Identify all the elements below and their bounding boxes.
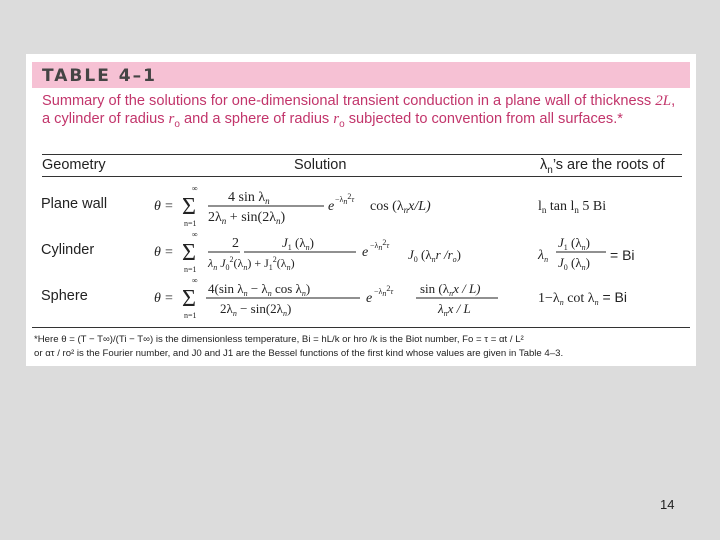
caption-part-1: Summary of the solutions for one-dimensional transient conduction in a plane wall of thickness bbox=[42, 93, 656, 109]
sph-nlow: n=1 bbox=[184, 311, 197, 319]
sph-equals: = bbox=[165, 291, 173, 306]
sph-numerator: 4(sin $\lambda_n - \lambda_n$ $\cos \lambda_n$) bbox=[208, 281, 311, 298]
plane-exponent: −λn2τ bbox=[335, 192, 355, 206]
sph-tail-numerator: $\sin (\lambda_nx / L)$ bbox=[420, 281, 481, 298]
caption-radius-cylinder: r bbox=[168, 111, 175, 127]
footnote-line-2: or ατ / ro² is the Fourier number, and J0 and J1 are the Bessel functions of the first kind whose values are given in Table 4–3. bbox=[34, 348, 564, 359]
header-roots-sub: n bbox=[547, 164, 553, 176]
plane-denominator: $2\lambda_n + \sin(2\lambda_n)$ bbox=[208, 210, 286, 226]
plane-sum: Σ bbox=[182, 194, 196, 220]
solutions-equations bbox=[148, 179, 688, 319]
cyl-denominator: $\lambda_n$ $J_0^2(\lambda_n) + J_1^2(\lambda_n)$ bbox=[208, 255, 295, 272]
sph-sum: Σ bbox=[182, 286, 196, 312]
plane-theta: θ bbox=[154, 199, 161, 214]
plane-numerator: 4 $\sin \lambda_n$ bbox=[228, 190, 270, 206]
cyl-numerator-j1: $J_1$ $(\lambda_n)$ bbox=[282, 235, 315, 252]
table-title: TABLE 4–1 bbox=[42, 66, 157, 86]
cylinder-equation bbox=[154, 230, 635, 274]
sph-exp-base: e bbox=[366, 291, 373, 306]
plane-exp-base: e bbox=[328, 199, 335, 214]
cyl-equals: = bbox=[165, 245, 173, 260]
header-bottom-rule bbox=[42, 176, 682, 177]
caption-part-2: , a cylinder of radius bbox=[42, 93, 676, 127]
row-plane-wall-label: Plane wall bbox=[41, 196, 108, 212]
header-roots-rest: ’s are the roots of bbox=[552, 157, 665, 173]
caption-part-4: subjected to convention from all surfaces.* bbox=[344, 111, 623, 127]
caption-radius-sphere: r bbox=[333, 111, 340, 127]
sph-exponent: −λn2τ bbox=[374, 284, 394, 298]
page-number: 14 bbox=[660, 497, 675, 512]
cyl-nlow: n=1 bbox=[184, 265, 197, 274]
footnote-rule bbox=[32, 327, 690, 328]
caption-radius-sphere-sub: o bbox=[339, 118, 345, 130]
cyl-infty: ∞ bbox=[192, 230, 198, 239]
cyl-theta: θ bbox=[154, 245, 161, 260]
table-card bbox=[26, 54, 696, 366]
sphere-equation bbox=[154, 276, 627, 319]
sph-denominator: $2\lambda_n - \sin(2\lambda_n)$ bbox=[220, 301, 292, 318]
cyl-tail: $J_0$ ($\lambda_nr$ $/r_o$) bbox=[408, 247, 461, 264]
row-cylinder-label: Cylinder bbox=[41, 242, 95, 258]
plane-tail: $\cos (\lambda_nx/L)$ bbox=[370, 199, 431, 215]
header-solution: Solution bbox=[294, 157, 347, 173]
cyl-root-denominator: $J_0$ $(\lambda_n)$ bbox=[558, 255, 591, 272]
header-roots-lambda: λ bbox=[540, 157, 548, 173]
table-title-bar bbox=[32, 62, 690, 88]
sph-infty: ∞ bbox=[192, 276, 198, 285]
plane-root: $l_n$ $\tan l_n$ 5 Bi bbox=[538, 199, 607, 215]
cyl-numerator-2: 2 bbox=[232, 236, 239, 251]
cyl-root-equals-bi: = Bi bbox=[610, 247, 635, 263]
table-caption bbox=[42, 92, 682, 134]
caption-part-3: and a sphere of radius bbox=[179, 111, 334, 127]
cyl-root-numerator: $J_1$ $(\lambda_n)$ bbox=[558, 235, 591, 252]
row-sphere-label: Sphere bbox=[41, 288, 88, 304]
footnote-line-1: *Here θ = (T − T∞)/(Ti − T∞) is the dimensionless temperature, Bi = hL/k or hro /k is the Biot number, Fo = τ = αt / L² bbox=[34, 334, 524, 345]
sph-root: $1-\lambda_n$ $\cot \lambda_n = Bi$ bbox=[538, 289, 627, 307]
cyl-root-lambda: $\lambda_n$ bbox=[538, 248, 549, 264]
header-top-rule bbox=[42, 154, 682, 155]
cyl-exp-base: e bbox=[362, 245, 369, 260]
sph-theta: θ bbox=[154, 291, 161, 306]
plane-infty: ∞ bbox=[192, 184, 198, 193]
sph-tail-denominator: $\lambda_nx$ / L bbox=[438, 301, 471, 318]
header-roots bbox=[540, 157, 665, 176]
caption-radius-cylinder-sub: o bbox=[174, 118, 180, 130]
plane-wall-equation bbox=[154, 184, 606, 228]
caption-thickness: 2L bbox=[655, 93, 672, 109]
cyl-exponent: −λn2τ bbox=[370, 238, 390, 252]
cyl-sum: Σ bbox=[182, 240, 196, 266]
header-geometry: Geometry bbox=[42, 157, 106, 173]
plane-equals: = bbox=[165, 199, 173, 214]
plane-nlow: n=1 bbox=[184, 219, 197, 228]
